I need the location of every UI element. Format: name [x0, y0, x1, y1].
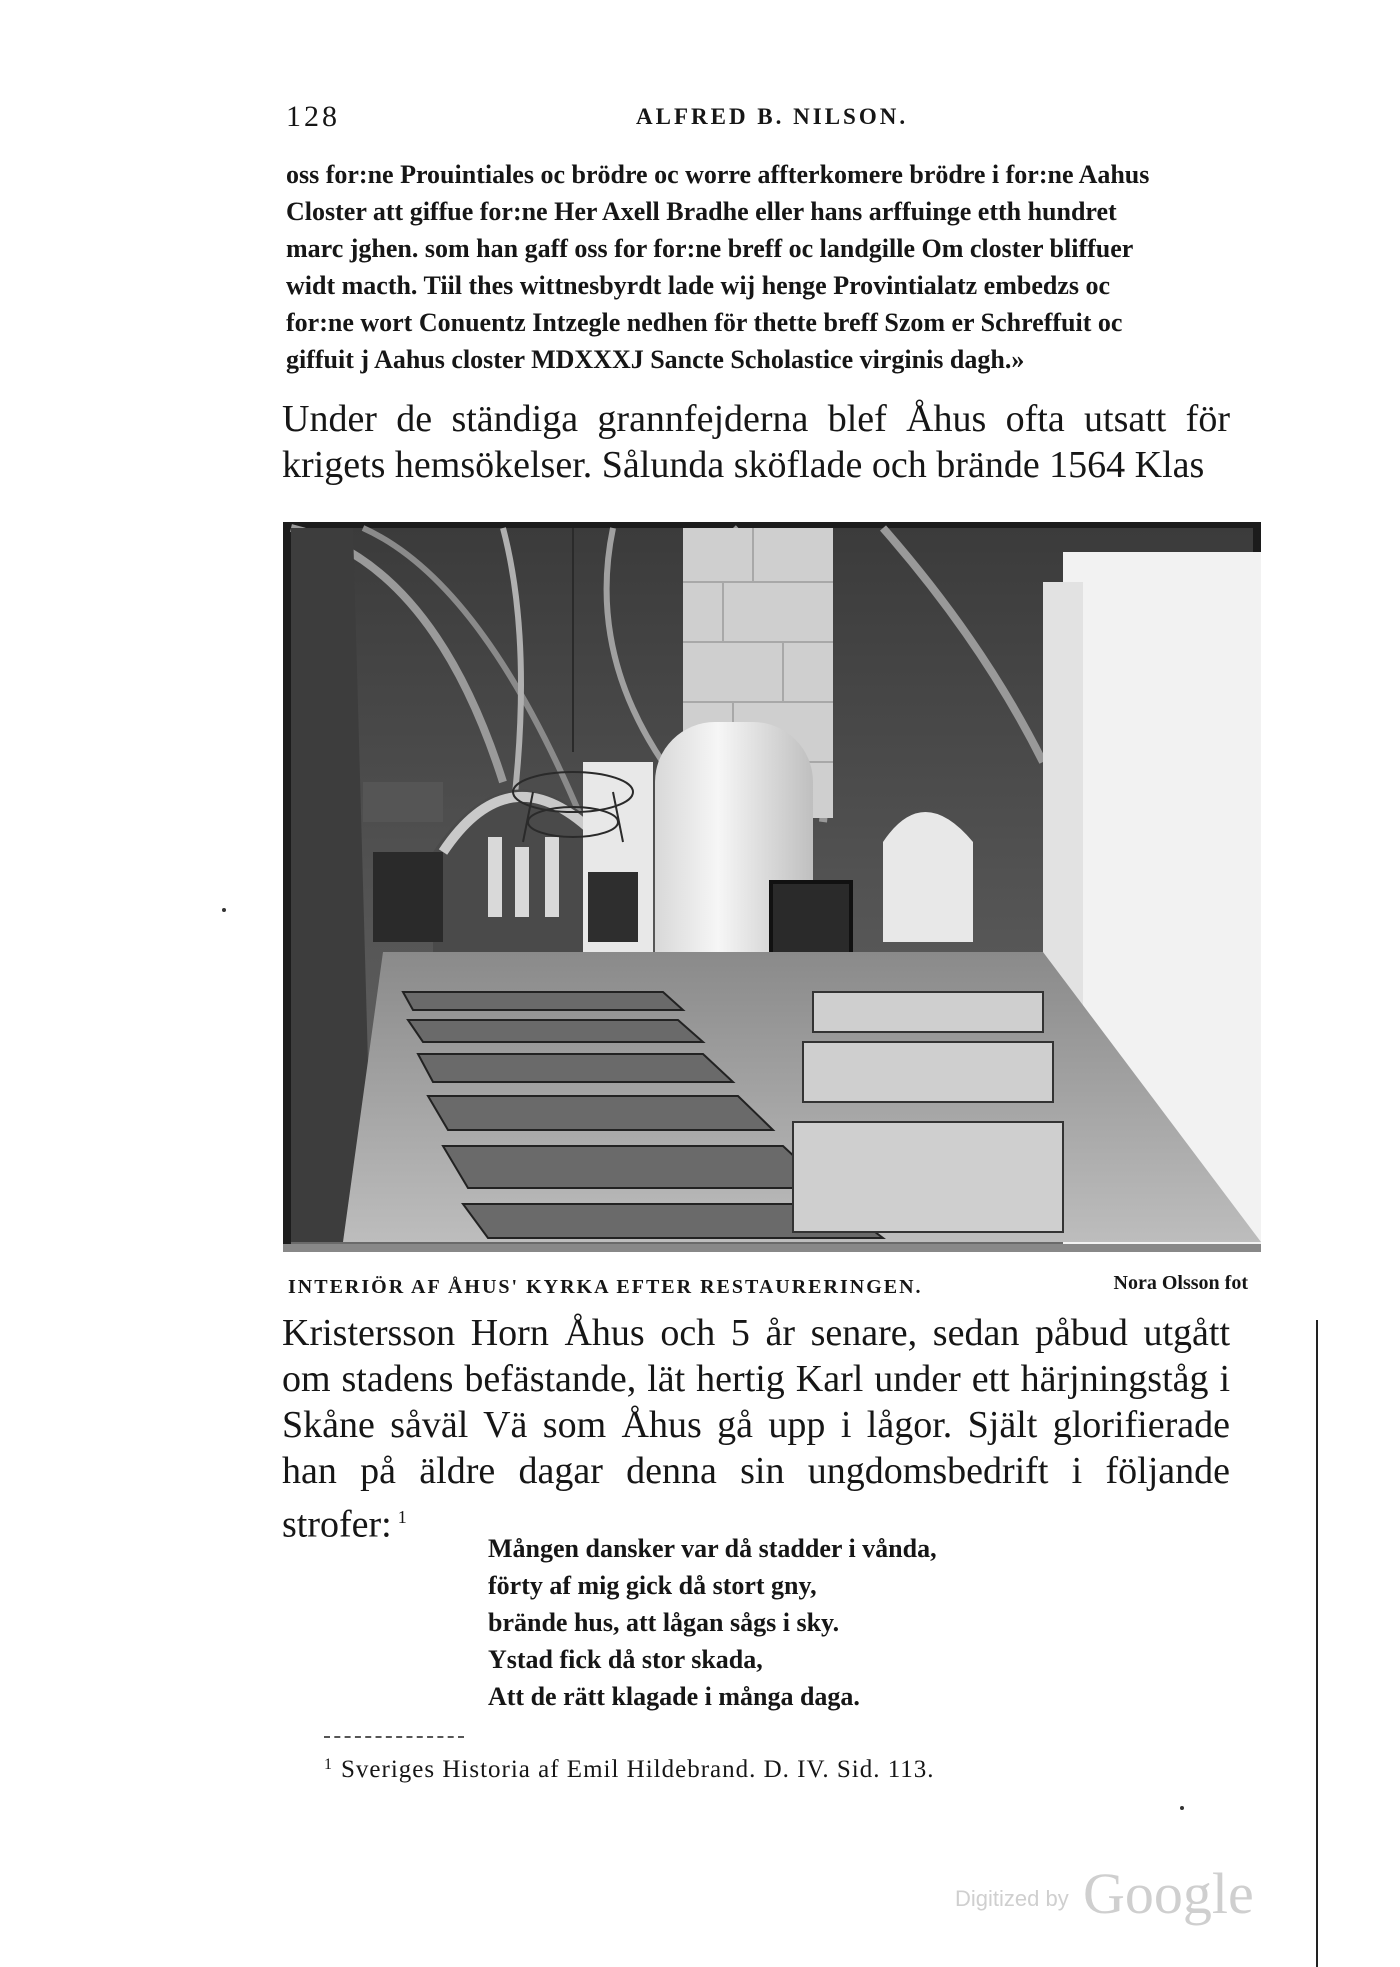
footnote-rule [324, 1736, 464, 1738]
quote-line: for:ne wort Conuentz Intzegle nedhen för thette breff Szom er Schreffuit oc [286, 308, 1123, 337]
scan-edge-line [1316, 1320, 1318, 1967]
poem-line: Ystad fick då stor skada, [488, 1645, 763, 1674]
quote-line: marc jghen. som han gaff oss for for:ne breff oc landgille Om closter bliffuer [286, 234, 1134, 263]
poem-line: Att de rätt klagade i många daga. [488, 1682, 860, 1711]
poem-line: förty af mig gick då stort gny, [488, 1571, 817, 1600]
watermark-small-text: Digitized by [955, 1886, 1069, 1911]
footnote [324, 1756, 935, 1784]
quote-line: oss for:ne Prouintiales oc brödre oc worre affterkomere brödre i for:ne Aahus [286, 160, 1150, 189]
poem-line: Mången dansker var då stadder i vånda, [488, 1534, 937, 1563]
quote-line: Closter att giffue for:ne Her Axell Bradhe eller hans arffuinge etth hundret [286, 197, 1117, 226]
scan-speck [222, 908, 226, 912]
running-head [286, 100, 1226, 140]
quote-line: giffuit j Aahus closter MDXXXJ Sancte Scholastice virginis dagh.» [286, 345, 1025, 374]
caption-text: INTERIÖR AF ÅHUS' KYRKA EFTER RESTAURERINGEN. [288, 1276, 923, 1298]
photo-credit: Nora Olsson fot [1113, 1272, 1248, 1294]
quote-line: widt macth. Tiil thes wittnesbyrdt lade wij henge Provintialatz embedzs oc [286, 271, 1111, 300]
scan-speck [1180, 1806, 1184, 1810]
church-interior-photo [283, 522, 1261, 1252]
running-title: ALFRED B. NILSON. [636, 104, 909, 129]
body-paragraph-1: Under de ständiga grannfejderna blef Åhus ofta utsatt för krigets hemsökelser. Sålunda sköflade och brände 1564 Klas [282, 398, 1230, 486]
figure-caption [288, 1272, 1248, 1306]
poem [488, 1530, 937, 1715]
footnote-reference: 1 [397, 1507, 407, 1527]
paragraph-2-text: Kristersson Horn Åhus och 5 år senare, sedan påbud utgått om stadens befästande, lät hertig Karl under ett härjningståg i Skåne såväl Vä som Åhus gå upp i lågor. Själt glorifierade han på äldre dagar denna sin ungdomsbedrift i följande strofer: [282, 1312, 1230, 1546]
page-number: 128 [286, 100, 340, 133]
footnote-mark: 1 [324, 1756, 333, 1773]
watermark-logo-text: Google [1083, 1861, 1254, 1926]
quoted-letter [286, 156, 1226, 378]
footnote-text: Sveriges Historia af Emil Hildebrand. D. IV. Sid. 113. [341, 1756, 935, 1783]
body-paragraph-2 [282, 1310, 1230, 1548]
poem-line: brände hus, att lågan sågs i sky. [488, 1608, 840, 1637]
